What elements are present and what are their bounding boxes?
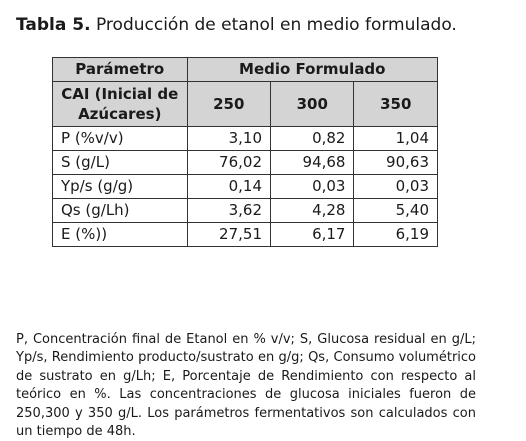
header-medium-group: Medio Formulado	[187, 58, 437, 82]
table-cell: 76,02	[187, 151, 270, 175]
table-row	[53, 223, 438, 247]
header-col-350: 350	[354, 82, 438, 127]
row-param-s: S (g/L)	[53, 151, 188, 175]
table-cell: 3,10	[187, 127, 270, 151]
table-cell: 6,19	[354, 223, 438, 247]
table-caption	[16, 14, 457, 36]
table-footnote: P, Concentración final de Etanol en % v/v; S, Glucosa residual en g/L; Yp/s, Rendimiento producto/sustrato en g/g; Qs, Consumo volumétrico de sustrato en g/Lh; E, Porcentaje de Rendimiento con respecto al teórico en %. Las concentraciones de glucosa iniciales fueron de 250,300 y 350 g/L. Los parámetros fermentativos son calculados con un tiempo de 48h.	[16, 332, 476, 440]
table-cell: 90,63	[354, 151, 438, 175]
table-row	[53, 151, 438, 175]
table-row	[53, 175, 438, 199]
table-cell: 0,03	[354, 175, 438, 199]
table-cell: 0,14	[187, 175, 270, 199]
table-cell: 6,17	[271, 223, 354, 247]
header-cai: CAI (Inicial de Azúcares)	[53, 82, 188, 127]
header-col-300: 300	[271, 82, 354, 127]
table-cell: 94,68	[271, 151, 354, 175]
table-row	[53, 127, 438, 151]
header-row-primary	[53, 58, 438, 82]
table-cell: 3,62	[187, 199, 270, 223]
table-cell: 0,03	[271, 175, 354, 199]
table-cell: 1,04	[354, 127, 438, 151]
table-cell: 27,51	[187, 223, 270, 247]
row-param-p: P (%v/v)	[53, 127, 188, 151]
header-parameter: Parámetro	[53, 58, 188, 82]
table-cell: 4,28	[271, 199, 354, 223]
table-cell: 5,40	[354, 199, 438, 223]
table-row	[53, 199, 438, 223]
header-row-secondary	[53, 82, 438, 127]
header-col-250: 250	[187, 82, 270, 127]
row-param-e: E (%))	[53, 223, 188, 247]
row-param-yps: Yp/s (g/g)	[53, 175, 188, 199]
ethanol-production-table	[52, 57, 438, 247]
table-cell: 0,82	[271, 127, 354, 151]
caption-title: Producción de etanol en medio formulado.	[95, 15, 457, 35]
caption-label: Tabla 5.	[16, 15, 91, 35]
row-param-qs: Qs (g/Lh)	[53, 199, 188, 223]
